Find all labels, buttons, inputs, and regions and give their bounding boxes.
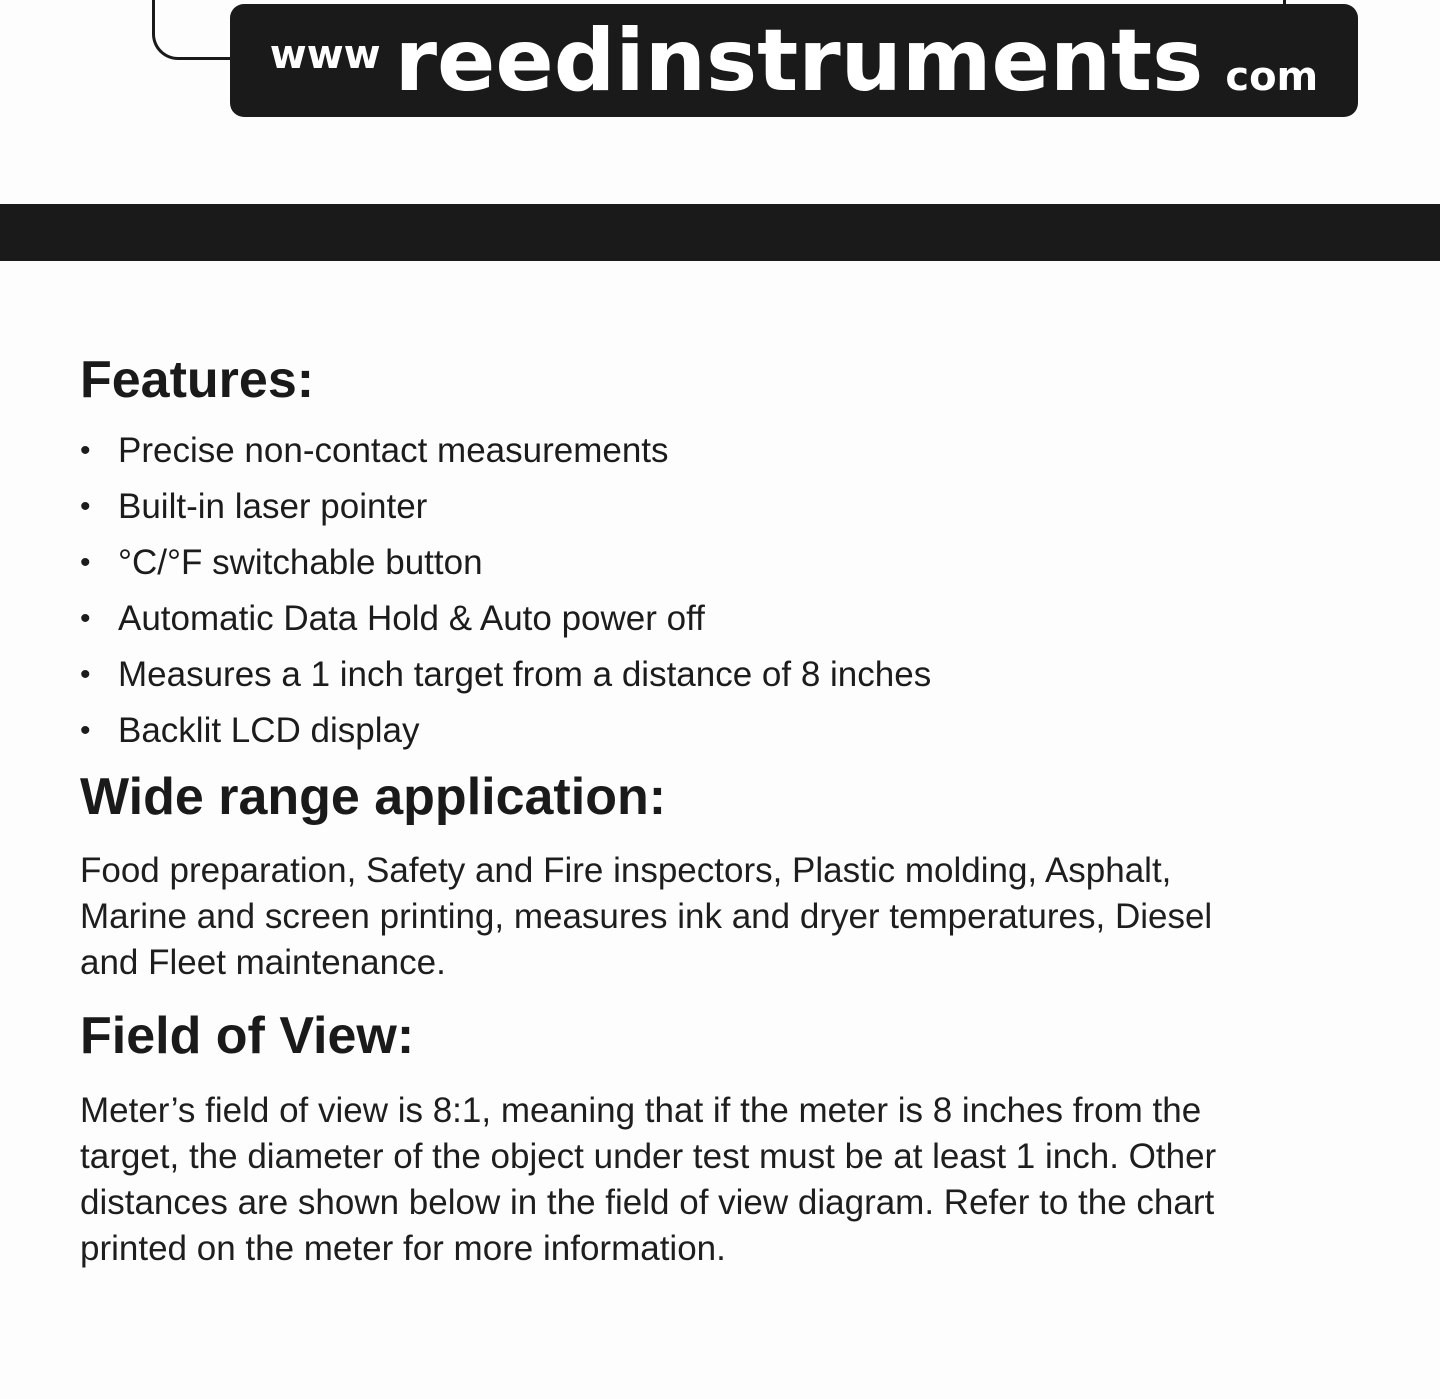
application-heading: Wide range application:: [80, 768, 667, 827]
paragraph-line: target, the diameter of the object under test must be at least 1 inch. Other: [80, 1136, 1217, 1176]
field-of-view-heading: Field of View:: [80, 1007, 415, 1066]
paragraph-line: Marine and screen printing, measures ink and dryer temperatures, Diesel: [80, 897, 1213, 937]
list-item: [80, 423, 1370, 479]
bullet-icon: •: [80, 714, 91, 748]
list-item: [80, 647, 1370, 703]
banner-bracket-line: [152, 0, 232, 60]
paragraph-line: printed on the meter for more information.: [80, 1228, 726, 1268]
list-item: [80, 591, 1370, 647]
application-paragraph: [80, 848, 1370, 986]
section-divider-bar: [0, 204, 1440, 261]
list-item: [80, 535, 1370, 591]
website-url-banner: [230, 4, 1358, 117]
bullet-icon: •: [80, 434, 91, 468]
website-url: [269, 10, 1319, 111]
feature-text: Backlit LCD display: [118, 711, 420, 751]
features-list: [80, 423, 1370, 759]
paragraph-line: Food preparation, Safety and Fire inspectors, Plastic molding, Asphalt,: [80, 851, 1172, 891]
list-item: [80, 703, 1370, 759]
bullet-icon: •: [80, 602, 91, 636]
feature-text: Precise non-contact measurements: [118, 431, 669, 471]
document-content: [80, 352, 1370, 1272]
url-prefix: www: [269, 31, 381, 78]
feature-text: Measures a 1 inch target from a distance of 8 inches: [118, 655, 932, 695]
bullet-icon: •: [80, 490, 91, 524]
url-suffix: com: [1225, 53, 1319, 100]
paragraph-line: Meter’s field of view is 8:1, meaning that if the meter is 8 inches from the: [80, 1090, 1202, 1130]
list-item: [80, 479, 1370, 535]
url-domain: reedinstruments: [394, 10, 1204, 111]
paragraph-line: and Fleet maintenance.: [80, 943, 446, 983]
feature-text: Automatic Data Hold & Auto power off: [118, 599, 705, 639]
paragraph-line: distances are shown below in the field of view diagram. Refer to the chart: [80, 1182, 1215, 1222]
bullet-icon: •: [80, 658, 91, 692]
feature-text: °C/°F switchable button: [118, 543, 483, 583]
bullet-icon: •: [80, 546, 91, 580]
field-of-view-paragraph: [80, 1088, 1370, 1272]
feature-text: Built-in laser pointer: [118, 487, 428, 527]
features-heading: Features:: [80, 351, 315, 409]
